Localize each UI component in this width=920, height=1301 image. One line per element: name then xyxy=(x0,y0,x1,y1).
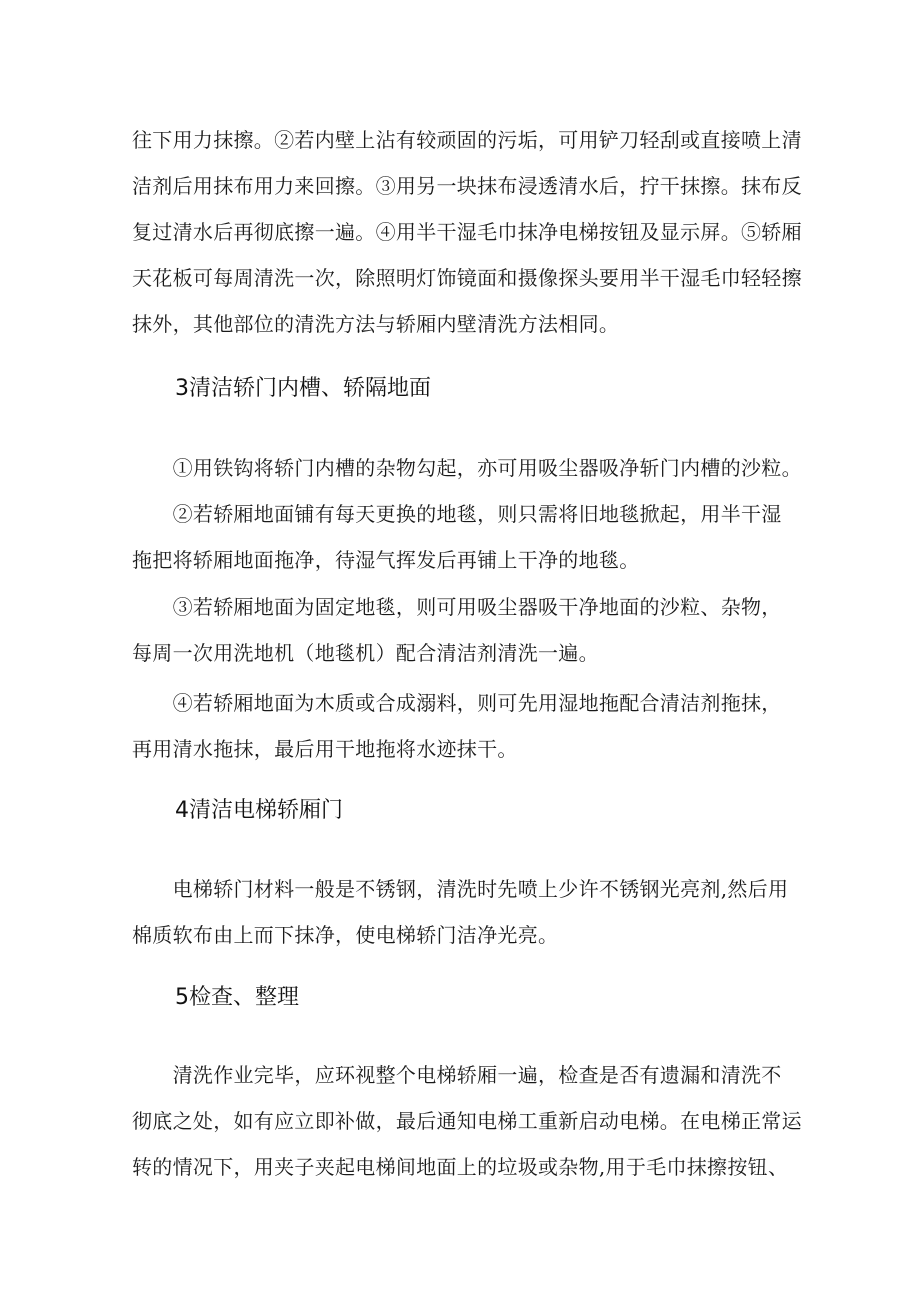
text-line: 天花板可每周清洗一次，除照明灯饰镜面和摄像探头要用半干湿毛巾轻轻擦 xyxy=(132,266,802,290)
text-line: ④若轿厢地面为木质或合成溺料，则可先用湿地拖配合清洁剂拖抹， xyxy=(132,691,782,715)
paragraph-s5-1 xyxy=(132,1052,802,1190)
text-line: 彻底之处，如有应立即补做，最后通知电梯工重新启动电梯。在电梯正常运 xyxy=(132,1109,802,1133)
paragraph-continued xyxy=(132,117,802,347)
section-heading-4: 4清洁电梯轿厢门 xyxy=(175,798,343,823)
text-line: ①用铁钩将轿门内槽的杂物勾起，亦可用吸尘器吸净斩门内槽的沙粒。 xyxy=(132,456,802,480)
paragraph-s3-1 xyxy=(132,445,802,491)
text-line: 往下用力抹擦。②若内壁上沾有较顽固的污垢，可用铲刀轻刮或直接喷上清 xyxy=(132,128,802,152)
text-line: 拖把将轿厢地面拖净，待湿气挥发后再铺上干净的地毯。 xyxy=(132,548,640,572)
text-line: ③若轿厢地面为固定地毯，则可用吸尘器吸干净地面的沙粒、杂物， xyxy=(132,595,782,619)
text-line: 复过清水后再彻底擦一遍。④用半干湿毛巾抹净电梯按钮及显示屏。⑤轿厢 xyxy=(132,220,802,244)
text-line: 每周一次用洗地机（地毯机）配合清洁剂清洗一遍。 xyxy=(132,641,599,665)
text-line: 转的情况下，用夹子夹起电梯间地面上的垃圾或杂物,用于毛巾抹擦按钮、 xyxy=(132,1155,789,1179)
text-line: 清洗作业完毕，应环视整个电梯轿厢一遍，检查是否有遗漏和清洗不 xyxy=(132,1063,782,1087)
text-line: 电梯轿门材料一般是不锈钢，清洗时先喷上少许不锈钢光亮剂,然后用 xyxy=(132,877,789,901)
text-line: 再用清水拖抹，最后用干地拖将水迹抹干。 xyxy=(132,737,518,761)
paragraph-s3-4 xyxy=(132,680,792,772)
text-line: 洁剂后用抹布用力来回擦。③用另一块抹布浸透清水后，拧干抹擦。抹布反 xyxy=(132,174,802,198)
section-heading-3: 3清洁轿门内槽、轿隔地面 xyxy=(175,376,431,401)
paragraph-s4-1 xyxy=(132,866,792,958)
section-heading-5: 5检查、整理 xyxy=(175,985,299,1010)
text-line: 棉质软布由上而下抹净，使电梯轿门洁净光亮。 xyxy=(132,923,559,947)
paragraph-s3-2 xyxy=(132,491,792,583)
paragraph-s3-3 xyxy=(132,584,792,676)
text-line: ②若轿厢地面铺有每天更换的地毯，则只需将旧地毯掀起，用半干湿 xyxy=(132,502,782,526)
text-line: 抹外，其他部位的清洗方法与轿厢内壁清洗方法相同。 xyxy=(132,312,620,336)
